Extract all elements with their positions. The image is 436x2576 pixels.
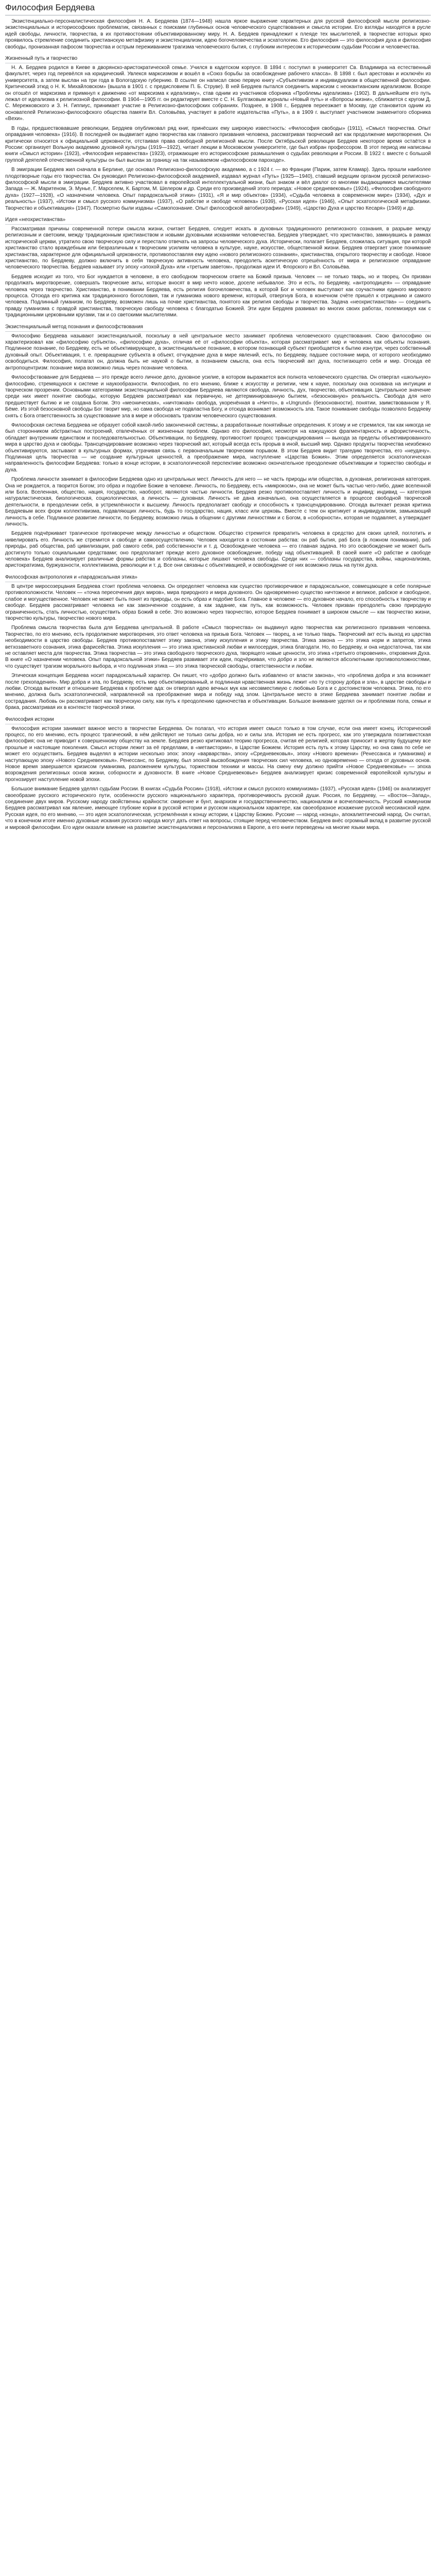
paragraph: Бердяев исходит из того, что Бог нуждается в человеке, в его свободном творческом ответе на Божий призыв. Человек — не только тварь, но и творец. Он призван продолжать миротворение, совершать творческие акты, которые вносят в мир нечто новое, доселе небывалое. Это и есть, по Бердяеву, «антроподицея» — оправдание человека через творчество. Христианство, в понимании Бердяева, есть религия богочеловечества, в которой Бог и человек выступают как соучастники единого мирового процесса. Отсюда его критика как традиционного богословия, так и гуманизма нового времени, который, отвергнув Бога, в конечном счёте пришёл к отрицанию и самого человека. Подлинный гуманизм, по Бердяеву, возможен лишь на почве христианства, понятого как религия свободы и творчества. Задача «неохристианства» — соединить правду гуманизма с правдой христианства, творческую свободу человека с благодатью Божией. Эти идеи Бердяев развивал во многих своих работах, полемизируя как с традиционными церковными кругами, так и со светскими мыслителями. xyxy=(5,274,431,318)
paragraph: Н. А. Бердяев родился в Киеве в дворянско-аристократической семье. Учился в кадетском корпусе. В 1894 г. поступил в университет Св. Владимира на естественный факультет, через год перевёлся на юридический. Увлекся марксизмом и вошёл в «Союз борьбы за освобождение рабочего класса». В 1898 г. был арестован и исключён из университета, а затем выслан на три года в Вологодскую губернию. В ссылке он написал свою первую книгу «Субъективизм и индивидуализм в общественной философии. Критический этюд о Н. К. Михайловском» (вышла в 1901 г. с предисловием П. Б. Струве). В ней Бердяев пытался соединить марксизм с неокантианским идеализмом. Вскоре он отошёл от марксизма и примкнул к движению «от марксизма к идеализму», став одним из участников сборника «Проблемы идеализма» (1902). В дальнейшем его путь лежал от идеализма к религиозной философии. В 1904—1905 гг. он редактирует вместе с С. Н. Булгаковым журналы «Новый путь» и «Вопросы жизни», сближается с кругом Д. С. Мережковского и З. Н. Гиппиус, принимает участие в Религиозно-философских собраниях. Позднее, в 1908 г., Бердяев переезжает в Москву, где становится одним из основателей Религиозно-философского общества памяти Вл. Соловьёва, участвует в работе издательства «Путь», а в 1909 г. выступает участником знаменитого сборника «Вехи». xyxy=(5,65,431,122)
paragraph: В эмиграции Бердяев жил сначала в Берлине, где основал Религиозно-философскую академию, а с 1924 г. — во Франции (Париж, затем Кламар). Здесь прошли наиболее плодотворные годы его творчества. Он руководил Религиозно-философской академией, издавал журнал «Путь» (1925—1940), ставший ведущим органом русской религиозно-философской мысли в эмиграции. Бердяев активно участвовал в европейской интеллектуальной жизни, был знаком и вёл диалог со многими выдающимися мыслителями Запада — Ж. Маритеном, Э. Мунье, Г. Марселем, К. Бартом, М. Шелером и др. Среди его произведений этого периода: «Новое средневековье» (1924), «Философия свободного духа» (1927—1928), «О назначении человека. Опыт парадоксальной этики» (1931), «Я и мир объектов» (1934), «Судьба человека в современном мире» (1934), «Дух и реальность» (1937), «Истоки и смысл русского коммунизма» (1937), «О рабстве и свободе человека» (1939), «Русская идея» (1946), «Опыт эсхатологической метафизики. Творчество и объективация» (1947). Посмертно были изданы «Самопознание. Опыт философской автобиографии» (1949), «Царство Духа и царство Кесаря» (1949) и др. xyxy=(5,167,431,211)
section-heading: Экзистенциальный метод познания и философствования xyxy=(5,324,431,332)
paragraph: Философию Бердяева называют экзистенциальной, поскольку в ней центральное место занимает проблема человеческого существования. Свою философию он характеризовал как «философию субъекта», «философию духа», отличая её от «философии объекта», которая рассматривает мир и человека как объекты познания. Подлинное познание, по Бердяеву, есть не объективирующее, а экзистенциальное познание, в котором познающий субъект приобщается к бытию изнутри, через собственный духовный опыт. Объективация, т. е. превращение субъекта в объект, отчуждение духа в мире явлений, есть, по Бердяеву, падшее состояние мира, от которого необходимо освободиться. Философия, полагал он, должна быть не наукой о бытии, а познанием смысла, она есть творческий акт духа, постигающего себя и мир. Отсюда её антропоцентризм: познание мира возможно лишь через познание человека. xyxy=(5,333,431,371)
section-heading: Идея «неохристианства» xyxy=(5,216,431,225)
paragraph: Философия истории занимает важное место в творчестве Бердяева. Он полагал, что история имеет смысл только в том случае, если она имеет конец. Исторический процесс, по его мнению, есть процесс трагический, в нём действуют не только силы добра, но и силы зла. История не есть прогресс, как это утверждала позитивистская философия; она не приводит к совершенному обществу на земле. Бердяев резко критиковал теорию прогресса, считая её религией, которая приносит в жертву будущему все прошлые и настоящие поколения. Смысл истории лежит за её пределами, в «метаистории», в Царстве Божием. История есть путь к этому Царству, но она сама по себе не может его осуществить. Бердяев выделял в истории несколько эпох: эпоху «варварства», эпоху «Средневековья», эпоху «Нового времени» (Ренессанса и гуманизма) и наступающую эпоху «Нового Средневековья». Ренессанс, по Бердяеву, был эпохой высвобождения творческих сил человека, но одновременно — отхода от духовных основ. Новое время завершается кризисом гуманизма, разложением культуры, торжеством техники и массы. На смену ему должно прийти «Новое Средневековье» — эпоха возрождения религиозных основ жизни, соборности и духовности. В книге «Новое Средневековье» Бердяев анализирует кризис современной европейской культуры и прогнозирует наступление новой эпохи. xyxy=(5,725,431,783)
paragraph: Проблема смысла творчества была для Бердяева центральной. В работе «Смысл творчества» он выдвинул идею творчества как религиозного призвания человека. Творчество, по его мнению, есть продолжение миротворения, это ответ человека на призыв Бога. Человек — творец, а не только тварь. Творческий акт есть выход из царства необходимости в царство свободы. Бердяев противопоставляет этику закона, этику искупления и этику творчества. Этика закона — это этика норм и запретов, этика ветхозаветного сознания, этика фарисейства. Этика искупления — это этика христианской любви и милосердия, этика благодати. Но, по Бердяеву, и она недостаточна, так как не оставляет места для творчества. Этика творчества — это этика свободного творческого духа, творящего новые ценности, это этика «третьего откровения», откровения Духа. В книге «О назначении человека. Опыт парадоксальной этики» Бердяев развивает эти идеи, подчёркивая, что добро и зло не являются абсолютными противоположностями, что существует трагизм морального выбора, и что подлинная этика — это этика творческой свободы, ответственности и любви. xyxy=(5,625,431,669)
page xyxy=(0,0,436,838)
paragraph: Философствование для Бердяева — это прежде всего личное дело, духовное усилие, в котором выражается вся полнота человеческого существа. Он отвергал «школьную» философию, стремящуюся к системе и наукообразности. Философия, по его мнению, ближе к искусству и религии, чем к науке, поскольку она основана на интуиции и творческом прозрении. Основными категориями экзистенциальной философии Бердяева являются свобода, личность, дух, творчество, объективация. Центральное значение среди них имеет понятие свободы, которую Бердяев рассматривал как первичную, не детерминированную бытием, «безосновную» реальность. Свобода для него предшествует бытию и не создана Богом. Это «меоническая», «ничтожная» свобода, укоренённая в «Ничто», в «Ungrund» (безосновности), понятии, заимствованном у Я. Бёме. Из этой безосновной свободы Бог творит мир, но сама свобода не подвластна Богу, и отсюда возникает возможность зла. Такое понимание свободы позволяло Бердяеву снять с Бога ответственность за существование зла в мире и обосновать трагизм человеческого существования. xyxy=(5,375,431,419)
article-body xyxy=(5,19,431,831)
paragraph: Этическая концепция Бердяева носит парадоксальный характер. Он пишет, что «добро должно быть избавлено от власти закона», что «проблема добра и зла возникает после грехопадения». Мир добра и зла, по Бердяеву, есть мир объективированный, и подлинная нравственная жизнь лежит «по ту сторону добра и зла», в царстве свободы и любви. Отсюда вытекает и отношение Бердяева к проблеме ада: он отвергал идею вечных мук как несовместимую с любовью Бога и с достоинством человека. Этика, по его мнению, должна быть эсхатологической, направленной на преображение мира и победу над злом. Центральное место в этике Бердяева занимает понятие любви и сострадания. Любовь он рассматривает как творческую силу, как путь к преодолению одиночества и объективации. Большое внимание уделял он и проблемам пола, семьи и брака, рассматривая их в контексте творческой этики. xyxy=(5,673,431,711)
paragraph: Философская система Бердяева не образует собой какой-либо законченной системы, а разработанные понятийные определения. К этому и не стремился, так как никогда не был сторонником абстрактных построений, отвлечённых от жизненных проблем. Однако его философия, несмотря на кажущуюся фрагментарность и афористичность, обладает внутренним единством и последовательностью. Объективации, по Бердяеву, противостоит процесс трансцендирования — выхода за пределы объективированного мира в царство духа и свободы. Трансцендирование возможно через творческий акт, который всегда есть прорыв в иной, высший мир. Однако продукты творчества неизбежно объективируются, застывают в культурных формах, утрачивая связь с первоначальным творческим порывом. В этом Бердяев видит трагедию творчества, его «неудачу». Подлинная цель творчества — не создание культурных ценностей, а преображение мира, наступление «Царства Божия». Этим определяется эсхатологическая направленность философии Бердяева: только в конце истории, в эсхатологической перспективе возможно окончательное преодоление объективации и торжество свободы и духа. xyxy=(5,422,431,473)
paragraph: Рассматривая причины современной потери смысла жизни, считает Бердяев, следует искать в духовных традиционного религиозного сознания, в разрыве между религиозным и светским, между традиционным христианством и новыми духовными исканиями человечества. Бердяев утверждает, что христианство, замкнувшись в рамках исторической церкви, утратило свою творческую силу и перестало отвечать на запросы человеческого духа. Исторически, полагает Бердяев, сложилась ситуация, при которой христианство стало враждебным или безразличным к творческим усилиям человека в культуре, науке, искусстве, общественной жизни. Бердяев отвергает узкое понимание христианства, характерное для официальной церковности, противопоставляя ему идею «нового религиозного сознания», христианства, открытого творчеству и свободе. Новое христианство, по Бердяеву, должно включить в себя творческую активность человека, преодолеть аскетическую отрешённость от мира и религиозное оправдание человеческого творчества. Бердяев называет эту эпоху «эпохой Духа» или «третьим заветом», продолжая идеи И. Флорского и Вл. Соловьёва. xyxy=(5,226,431,270)
paragraph: В центре миросозерцания Бердяева стоит проблема человека. Он определяет человека как существо противоречивое и парадоксальное, совмещающее в себе полярные противоположности. Человек — «точка пересечения двух миров», мира природного и мира духовного. Он одновременно существо ничтожное и великое, рабское и свободное, слабое и могущественное. Человек не может быть понят из природы, он есть образ и подобие Бога. Главное в человеке — его духовное начало, его способность к творчеству и свободе. Бердяев рассматривает человека не как законченное создание, а как задание, как путь, как возможность. Человек призван преодолеть свою природную ограниченность, стать личностью, осуществить образ Божий в себе. Это возможно через творчество, которое Бердяев понимает в широком смысле — как творчество жизни, творчество культуры, творчество нового мира. xyxy=(5,583,431,621)
paragraph: Экзистенциально-персоналистическая философия Н. А. Бердяева (1874—1948) нашла яркое выражение характерных для русской философской мысли религиозно-экзистенциальных и историософских проблематик, связанных с поисками глубинных основ человеческого существования и смысла истории. Его взгляды находятся в русле идей свободы, личности, творчества, в их противостоянии объективированному миру. Н. А. Бердяев принадлежит к плеяде тех мыслителей, в творчестве которых ярко проявилось стремление соединить христианскую метафизику и экзистенциализм, идею богочеловечества и эсхатологию. Его философия — это философия духа и философия свободы, пронизанная пафосом творчества и острым переживанием трагизма человеческого бытия, с глубоким интересом к историческим судьбам России и человечества. xyxy=(5,19,431,50)
paragraph: В годы, предшествовавшие революции, Бердяев опубликовал ряд книг, принёсших ему широкую известность: «Философия свободы» (1911), «Смысл творчества. Опыт оправдания человека» (1916). В последней он выдвигает идею творчества как главного призвания человека, рассматривая творческий акт как продолжение миротворения. Он критически относится к официальной церковности, отстаивая права свободной религиозной мысли. После Октябрьской революции Бердяев некоторое время остаётся в России: организует Вольную академию духовной культуры (1919—1922), читает лекции в Московском университете, где был избран профессором. В этот период им написаны книги «Смысл истории» (1923), «Философия неравенства» (1923), отражающие его историософские размышления о судьбах революции и России. В 1922 г. вместе с большой группой деятелей отечественной культуры он был выслан за границу на так называемом «философском пароходе». xyxy=(5,125,431,163)
section-heading: Жизненный путь и творчество xyxy=(5,55,431,63)
paragraph: Большое внимание Бердяев уделял судьбам России. В книгах «Судьба России» (1918), «Истоки и смысл русского коммунизма» (1937), «Русская идея» (1946) он анализирует своеобразие русского исторического пути, особенности русского национального характера, противоречивость русской души. Россия, по Бердяеву, — «Восток—Запад», соединение двух миров. Русскому народу свойственны крайности: смирение и бунт, анархизм и государственничество, национализм и всечеловечность. Русский коммунизм Бердяев рассматривал как явление, имеющее глубокие корни в русской истории и русском национальном характере, как своеобразное искажение русской мессианской идеи. Русская идея, по его мнению, — это идея эсхатологическая, устремлённая к концу истории, к Царству Божию. Русские — народ «конца», апокалиптический народ. Он считал, что в конечном итоге именно духовные искания русского народа могут дать ответ на вопросы, стоящие перед человечеством. Бердяев внёс огромный вклад в развитие русской и мировой философии. Его идеи оказали влияние на развитие экзистенциализма и персонализма в Европе, а его книги переведены на многие языки мира. xyxy=(5,786,431,831)
page-title: Философия Бердяева xyxy=(5,2,431,15)
paragraph: Бердяев подчёркивает трагическое противоречие между личностью и обществом. Общество стремится превратить человека в средство для своих целей, поглотить и нивелировать его. Личность же стремится к свободе и самоосуществлению. Человек находится в состоянии рабства: он раб бытия, раб Бога (в ложном понимании), раб природы, раб общества, раб цивилизации, раб самого себя, раб собственности и т. д. Освобождение человека — его главная задача. Но это освобождение не может быть достигнуто только социальными средствами; оно предполагает прежде всего духовное освобождение, победу над объективацией. В своей книге «О рабстве и свободе человека» Бердяев анализирует различные формы рабства и соблазны, которые лишают человека свободы. Среди них — соблазны государства, войны, национализма, аристократизма, буржуазности, коллективизма, революции и т. д. Все они связаны с объективацией, и освобождение от них возможно лишь на путях духа. xyxy=(5,531,431,569)
section-heading: Философская антропология и «парадоксальная этика» xyxy=(5,574,431,582)
paragraph: Проблема личности занимает в философии Бердяева одно из центральных мест. Личность для него — не часть природы или общества, а духовная, религиозная категория. Она не рождается, а творится Богом; это образ и подобие Божие в человеке. Личность, по Бердяеву, есть «микрокосм», она не может быть частью чего-либо, даже вселенной или Бога. Вселенная, общество, нация, государство, наоборот, являются частью личности. Бердяев резко противопоставляет личность и индивид: индивид — категория натуралистическая, биологическая, социологическая, а личность — духовная. Личность не дана изначально, она осуществляется в процессе свободной творческой деятельности, в преодолении себя, в устремлённости к высшему. Личность предполагает свободу и способность к трансцендированию. Отсюда вытекает резкая критика Бердяевым всех форм коллективизма, подавляющих личность, будь то государство, нация, класс или церковь. Вместе с тем он критикует и индивидуализм, замыкающий личность в себе. Подлинное развитие личности, по Бердяеву, возможно лишь в общении с другими личностями и с Богом, в «соборности», которая не подавляет, а утверждает личность. xyxy=(5,477,431,528)
section-heading: Философия истории xyxy=(5,716,431,724)
